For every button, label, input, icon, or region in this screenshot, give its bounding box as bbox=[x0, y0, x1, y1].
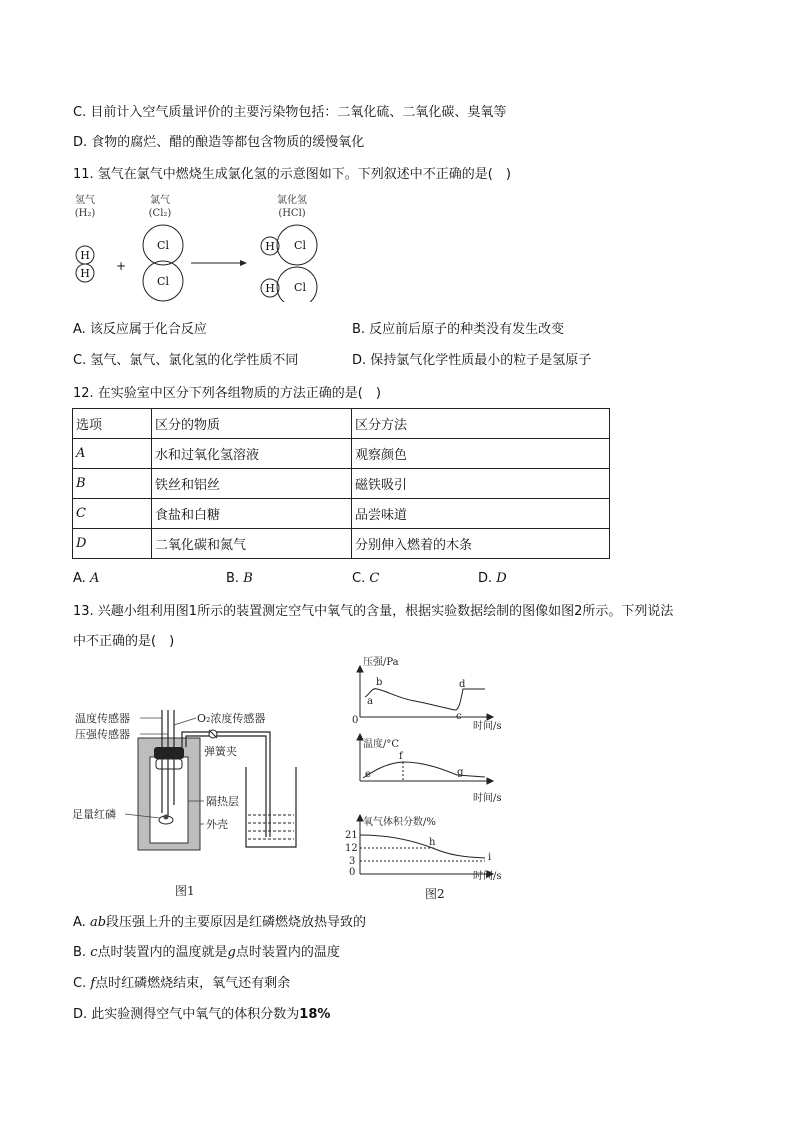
cl2-name-label: 氯气 bbox=[150, 195, 170, 206]
pressure-axis-label: 压强/Pa bbox=[363, 657, 399, 668]
pressure-sensor-label: 压强传感器 bbox=[75, 728, 130, 741]
table-row bbox=[73, 439, 610, 469]
q10-option-d: D. 食物的腐烂、醋的酿造等都包含物质的缓慢氧化 bbox=[73, 135, 365, 150]
table-cell: A bbox=[73, 439, 152, 469]
table-cell: 品尝味道 bbox=[352, 499, 610, 529]
tick-0: 0 bbox=[349, 867, 356, 878]
oxygen-axis-label: 氧气体积分数/% bbox=[363, 817, 436, 828]
table-cell: 铁丝和铝丝 bbox=[152, 469, 352, 499]
q13-stem-line1: 13. 兴趣小组利用图1所示的装置测定空气中氧气的含量，根据实验数据绘制的图像如图2所示。下列说法 bbox=[73, 604, 674, 619]
figure1-caption: 图1 bbox=[175, 884, 195, 898]
q11-stem: 11. 氢气在氯气中燃烧生成氯化氢的示意图如下。下列叙述中不正确的是( ) bbox=[73, 167, 511, 182]
q11-option-a: A. 该反应属于化合反应 bbox=[73, 322, 207, 337]
q13-stem-line2: 中不正确的是( ) bbox=[73, 634, 175, 649]
svg-text:H: H bbox=[80, 249, 90, 262]
point-i: i bbox=[488, 852, 492, 863]
q12-table bbox=[72, 408, 610, 559]
table-row bbox=[73, 529, 610, 559]
q12-stem: 12. 在实验室中区分下列各组物质的方法正确的是( ) bbox=[73, 386, 381, 401]
point-a: a bbox=[367, 696, 373, 707]
table-row bbox=[73, 499, 610, 529]
q11-option-c: C. 氢气、氯气、氯化氢的化学性质不同 bbox=[73, 353, 299, 368]
table-cell: 二氧化碳和氮气 bbox=[152, 529, 352, 559]
q12-answer-b: B. B bbox=[226, 571, 253, 586]
time-axis-label: 时间/s bbox=[473, 721, 502, 732]
insulation-label: 隔热层 bbox=[206, 795, 239, 808]
svg-text:Cl: Cl bbox=[294, 239, 306, 252]
point-f: f bbox=[399, 751, 403, 762]
q10-option-c: C. 目前计入空气质量评价的主要污染物包括：二氧化硫、二氧化碳、臭氧等 bbox=[73, 105, 507, 120]
q12-answer-c: C. C bbox=[352, 571, 380, 586]
tick-3: 3 bbox=[349, 856, 356, 867]
q12-answer-d: D. D bbox=[478, 571, 507, 586]
point-b: b bbox=[376, 677, 383, 688]
plus-sign: + bbox=[115, 259, 127, 273]
point-c: c bbox=[456, 711, 462, 722]
q11-reaction-diagram bbox=[64, 190, 334, 302]
svg-text:H: H bbox=[80, 267, 90, 280]
q13-option-b: B. c点时装置内的温度就是g点时装置内的温度 bbox=[73, 945, 340, 960]
time-axis-label: 时间/s bbox=[473, 871, 502, 882]
svg-text:Cl: Cl bbox=[157, 275, 169, 288]
table-cell: D bbox=[73, 529, 152, 559]
q12-answer-a: A. A bbox=[73, 571, 100, 586]
table-cell: 磁铁吸引 bbox=[352, 469, 610, 499]
stopper bbox=[154, 747, 184, 759]
q13-figure2-graphs bbox=[345, 655, 525, 905]
hcl-formula-label: (HCl) bbox=[278, 208, 306, 219]
tick-12: 12 bbox=[345, 843, 358, 854]
red-phosphorus-label: 足量红磷 bbox=[72, 808, 116, 821]
h2-name-label: 氢气 bbox=[75, 195, 95, 206]
temperature-axis-label: 温度/°C bbox=[363, 739, 400, 750]
temperature-curve bbox=[363, 762, 485, 778]
table-header-cell: 选项 bbox=[73, 409, 152, 439]
svg-text:Cl: Cl bbox=[157, 239, 169, 252]
q13-option-a: A. ab段压强上升的主要原因是红磷燃烧放热导致的 bbox=[73, 915, 367, 930]
hcl-name-label: 氯化氢 bbox=[277, 195, 307, 206]
table-cell: B bbox=[73, 469, 152, 499]
table-cell: 观察颜色 bbox=[352, 439, 610, 469]
flask bbox=[150, 757, 188, 843]
cl2-formula-label: (Cl₂) bbox=[148, 208, 172, 219]
point-g: g bbox=[457, 767, 464, 778]
beaker bbox=[246, 767, 296, 847]
svg-text:H: H bbox=[265, 282, 275, 295]
outer-shell-label: 外壳 bbox=[206, 818, 228, 831]
time-axis-label: 时间/s bbox=[473, 793, 502, 804]
table-row bbox=[73, 469, 610, 499]
temp-sensor-label: 温度传感器 bbox=[75, 712, 130, 725]
table-cell: 食盐和白糖 bbox=[152, 499, 352, 529]
tick-21: 21 bbox=[345, 830, 358, 841]
q13-option-d: D. 此实验测得空气中氧气的体积分数为18% bbox=[73, 1007, 331, 1022]
oxygen-curve bbox=[360, 835, 485, 858]
table-cell: 分别伸入燃着的木条 bbox=[352, 529, 610, 559]
figure2-caption: 图2 bbox=[425, 887, 445, 901]
table-header-cell: 区分方法 bbox=[352, 409, 610, 439]
svg-text:H: H bbox=[265, 240, 275, 253]
table-header-cell: 区分的物质 bbox=[152, 409, 352, 439]
point-h: h bbox=[429, 837, 436, 848]
q13-figure1-apparatus bbox=[70, 705, 345, 905]
reaction-arrow-head bbox=[240, 260, 247, 266]
table-cell: 水和过氧化氢溶液 bbox=[152, 439, 352, 469]
svg-text:Cl: Cl bbox=[294, 281, 306, 294]
table-header-row bbox=[73, 409, 610, 439]
q11-option-b: B. 反应前后原子的种类没有发生改变 bbox=[352, 322, 565, 337]
q11-option-d: D. 保持氯气化学性质最小的粒子是氢原子 bbox=[352, 353, 592, 368]
pressure-curve bbox=[365, 689, 485, 710]
point-e: e bbox=[365, 769, 371, 780]
h2-formula-label: (H₂) bbox=[74, 208, 96, 219]
spring-clamp-label: 弹簧夹 bbox=[204, 745, 237, 758]
point-d: d bbox=[459, 679, 466, 690]
o2-sensor-label: O₂浓度传感器 bbox=[197, 712, 266, 725]
table-cell: C bbox=[73, 499, 152, 529]
q13-option-c: C. f点时红磷燃烧结束，氧气还有剩余 bbox=[73, 976, 291, 991]
svg-text:0: 0 bbox=[352, 715, 359, 726]
bottle-neck bbox=[156, 759, 182, 769]
